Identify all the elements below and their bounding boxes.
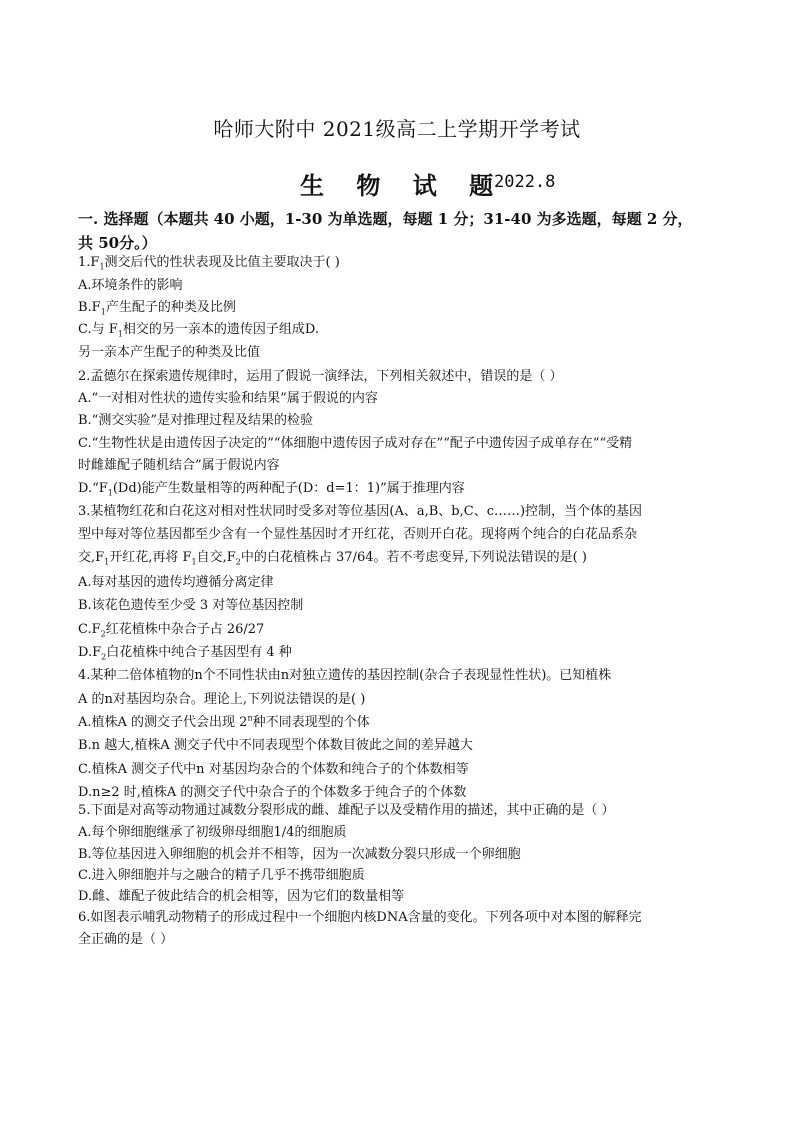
q5-option-b: B.等位基因进入卵细胞的机会并不相等，因为一次减数分裂只形成一个卵细胞	[78, 847, 521, 862]
q2-stem: 2.孟德尔在探索遗传规律时，运用了假说一演绎法，下列相关叙述中，错误的是（ ）	[78, 369, 563, 384]
q4-option-c: C.植株A 测交子代中n 对基因均杂合的个体数和纯合子的个体数相等	[78, 762, 469, 777]
q3-stem-cont2: 交$,F_1$开红花,再将 $F_1$自交$,F_2$中的白花植株占 37/64。若不考虑变异,下列说法错误的是( )	[78, 550, 587, 567]
exam-date: 2022.8	[494, 172, 556, 192]
q2-option-c-cont: 时雌雄配子随机结合”属于假说内容	[78, 458, 280, 473]
q1-option-c: C.与 $F_1$相交的另一亲本的遗传因子组成D.	[78, 322, 319, 339]
q3-option-c: $C.F_2$红花植株中杂合子占 26/27	[78, 622, 265, 639]
q6-stem-cont: 全正确的是（ ）	[78, 932, 174, 947]
exam-title: 哈师大附中 2021级高二上学期开学考试	[213, 117, 581, 141]
q3-stem: 3.某植物红花和白花这对相对性状同时受多对等位基因(A、a,B、b,C、c……)控制，当个体的基因	[78, 504, 643, 519]
section-heading	[78, 207, 718, 231]
q5-option-a: A.每个卵细胞继承了初级卵母细胞1/4的细胞质	[78, 825, 347, 840]
q1-option-b: $B.F_1$产生配子的种类及比例	[78, 300, 236, 317]
section-heading-line1: 一. 选择题（本题共 40 小题，1-30 为单选题，每题 1 分；31-40 为多选题，每题 2 分，	[78, 210, 693, 228]
q1-option-a: A.环境条件的影响	[78, 278, 183, 293]
q2-option-d: $D.“F_1(Dd)$能产生数量相等的两种配子(D：d=1：1)”属于推理内容	[78, 481, 465, 498]
q6-stem: 6.如图表示哺乳动物精子的形成过程中一个细胞内核DNA含量的变化。下列各项中对本图的解释完	[78, 910, 642, 925]
q4-option-d: D.n≥2 时,植株A 的测交子代中杂合子的个体数多于纯合子的个体数	[78, 785, 467, 800]
q3-option-d: $D.F_2$白花植株中纯合子基因型有 4 种	[78, 645, 292, 662]
q4-stem: 4.某种二倍体植物的n个不同性状由n对独立遗传的基因控制(杂合子表现显性性状)。已知植株	[78, 668, 612, 683]
q1-stem: $1.F_1$测交后代的性状表现及比值主要取决于( )	[78, 255, 340, 272]
q5-option-d: D.雌、雄配子彼此结合的机会相等，因为它们的数量相等	[78, 889, 405, 904]
q3-option-a: A.每对基因的遗传均遵循分离定律	[78, 575, 274, 590]
section-heading-line2: 共 50分。）	[78, 234, 157, 252]
q3-option-b: B.该花色遗传至少受 3 对等位基因控制	[78, 598, 304, 613]
q5-stem: 5.下面是对高等动物通过减数分裂形成的雌、雄配子以及受精作用的描述，其中正确的是（ ）	[78, 803, 615, 818]
q5-option-c: C.进入卵细胞并与之融合的精子几乎不携带细胞质	[78, 868, 365, 883]
q4-option-b: B.n 越大,植株A 测交子代中不同表现型个体数目彼此之间的差异越大	[78, 738, 473, 753]
subject-title: 生 物 试 题	[300, 171, 506, 200]
q4-stem-cont: A 的n对基因均杂合。理论上,下列说法错误的是( )	[78, 692, 366, 707]
q4-option-a: A.植株A 的测交子代会出现 2$^n$种不同表现型的个体	[78, 713, 370, 730]
q2-option-a: A.“一对相对性状的遗传实验和结果”属于假说的内容	[78, 391, 378, 406]
q2-option-c: C.“生物性状是由遗传因子决定的”“体细胞中遗传因子成对存在”“配子中遗传因子成单存在”“受精	[78, 436, 633, 451]
q1-option-d: 另一亲本产生配子的种类及比值	[78, 345, 261, 360]
q2-option-b: B.“测交实验”是对推理过程及结果的检验	[78, 413, 313, 428]
q3-stem-cont: 型中每对等位基因都至少含有一个显性基因时才开红花，否则开白花。现将两个纯合的白花品系杂	[78, 527, 638, 542]
